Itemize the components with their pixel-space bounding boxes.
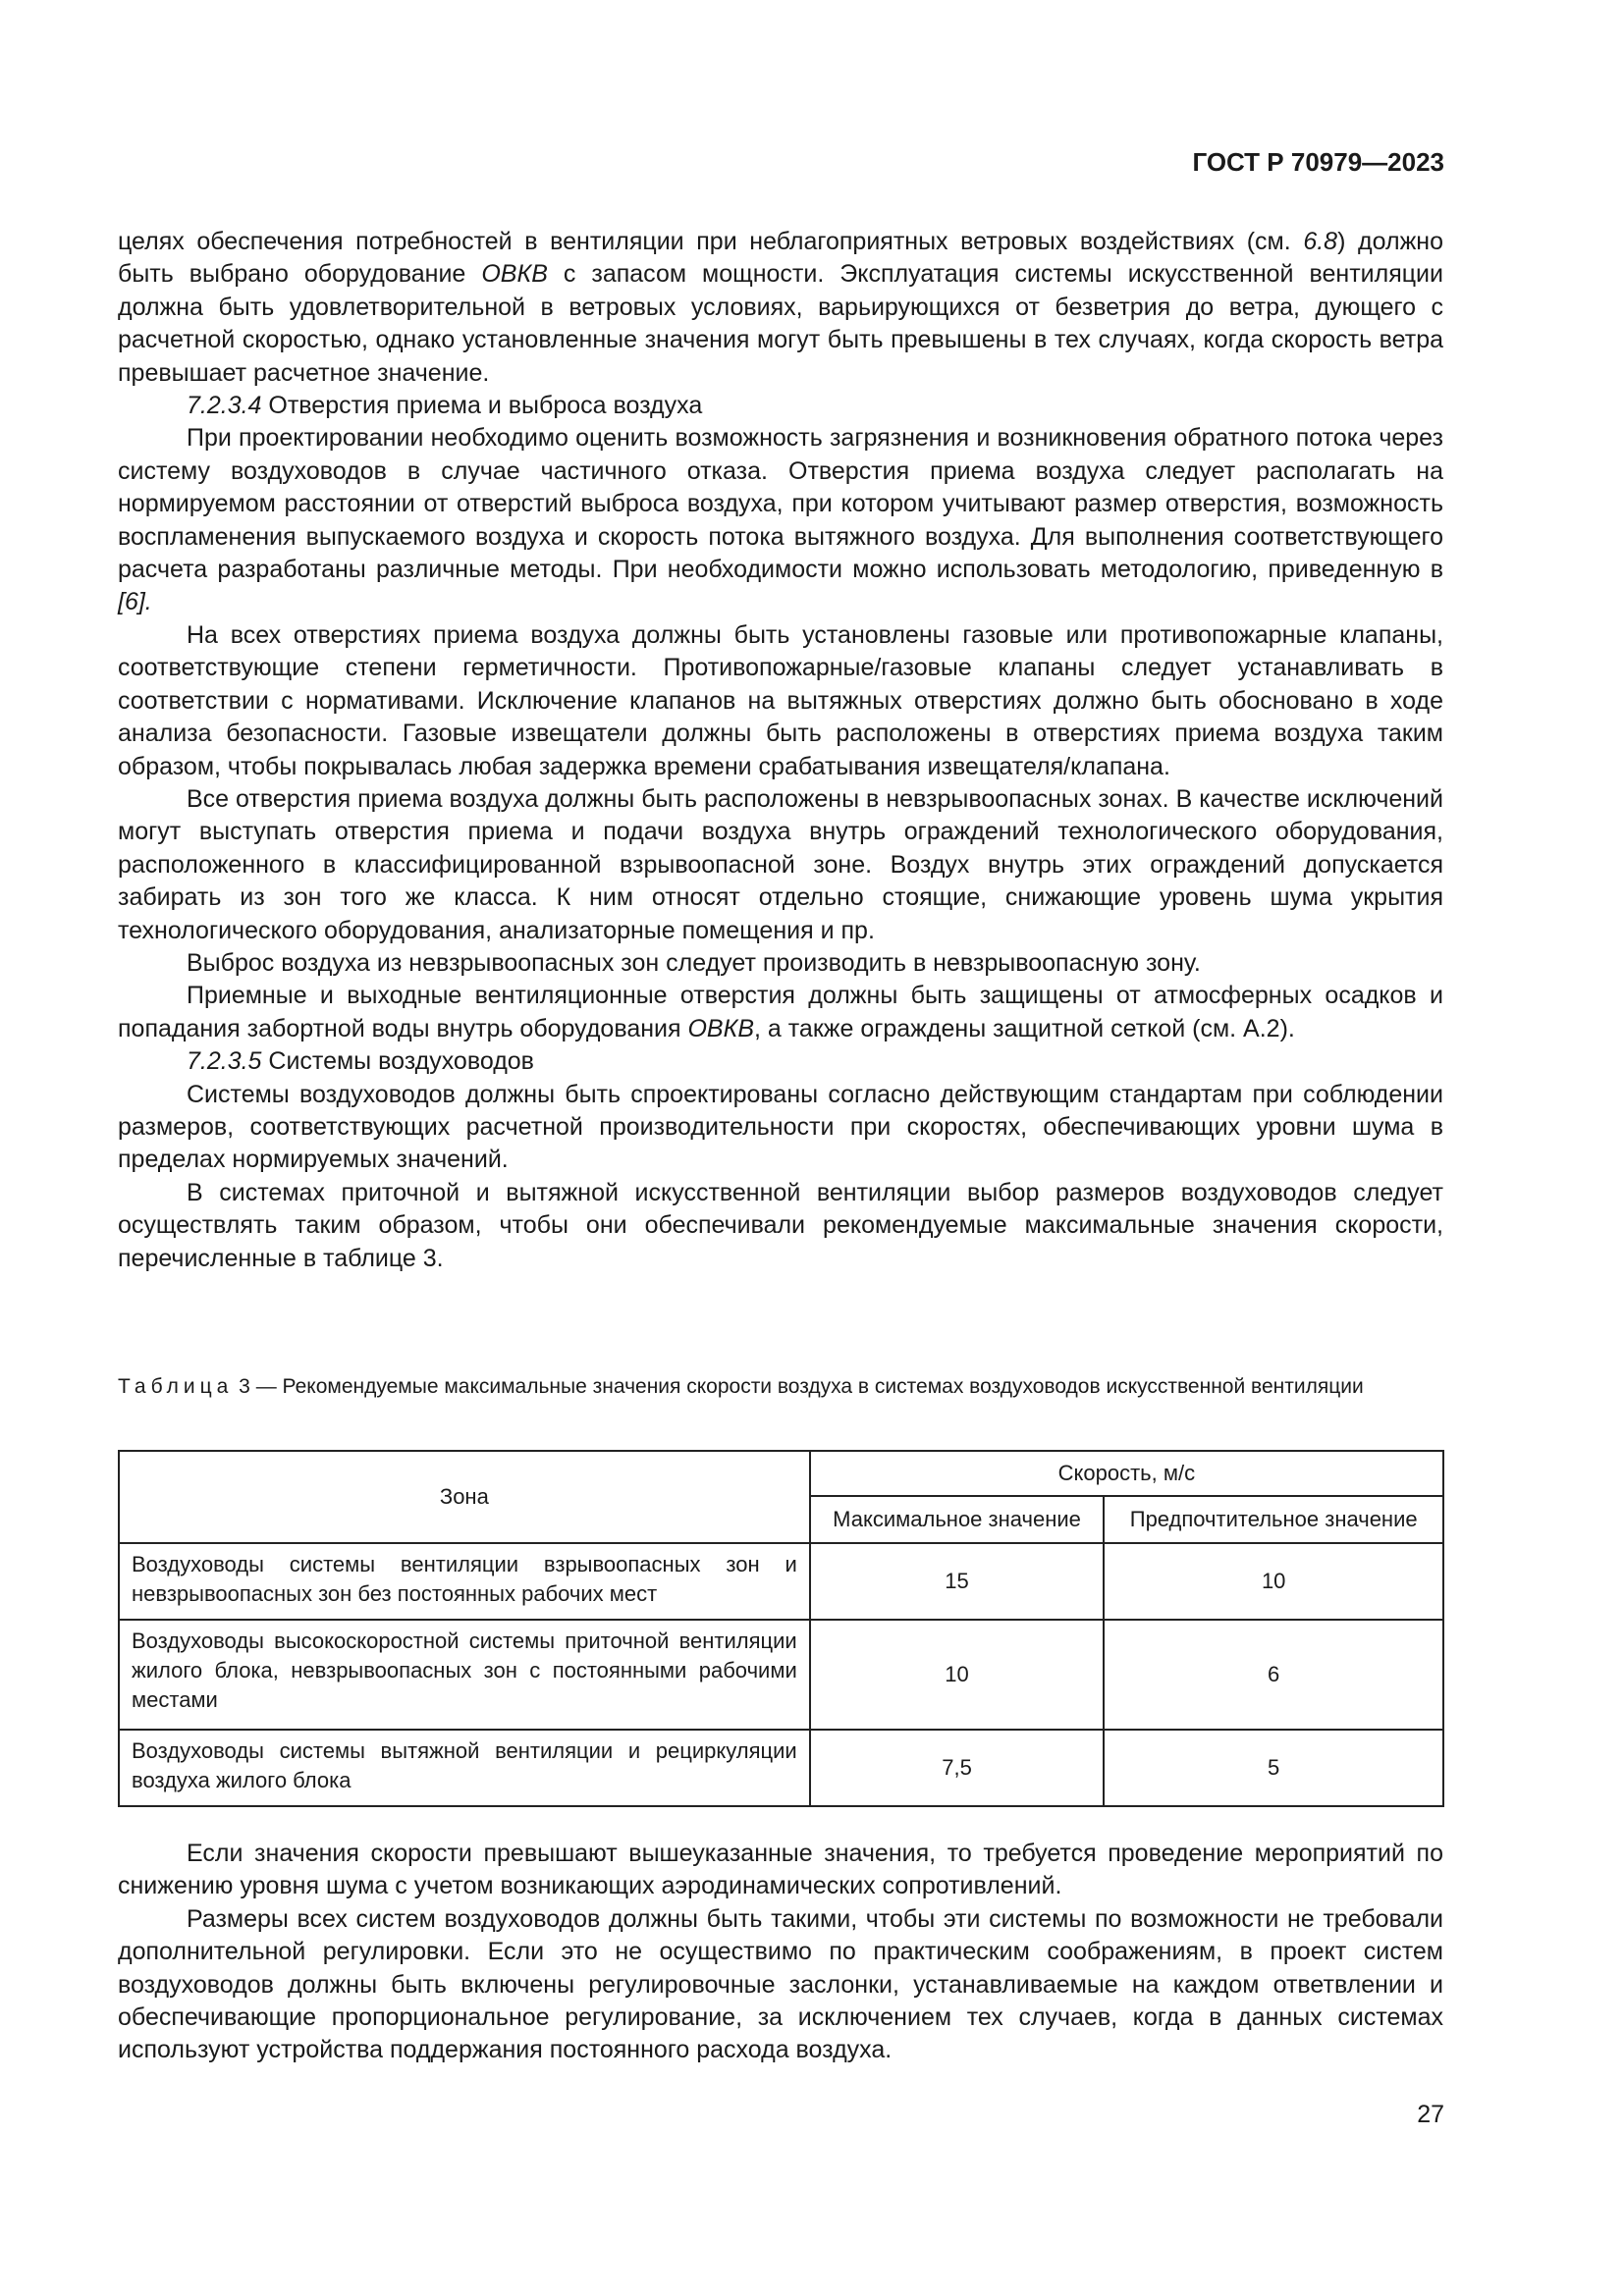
text: Приемные и выходные вентиляционные отверстия должны быть защищены от атмосферных осадков и попадания забортной воды внутрь оборудования [118,982,1443,1042]
column-header-speed: Скорость, м/с [810,1451,1443,1496]
zone-cell: Воздуховоды высокоскоростной системы приточной вентиляции жилого блока, невзрывоопасных зон с постоянными рабочими местами [119,1620,810,1730]
paragraph-noise: Если значения скорости превышают вышеуказанные значения, то требуется проведение мероприятий по снижению уровня шума с учетом возникающих аэродинамических сопротивлений. [118,1840,1443,1900]
paragraph-protection [118,980,1443,1045]
column-header-zone: Зона [119,1451,810,1543]
paragraph-intake-zones: Все отверстия приема воздуха должны быть расположены в невзрывоопасных зонах. В качестве исключений могут выступать отверстия приема и подачи воздуха внутрь ограждений технологического оборудования, расположенного в классифицированной взрывоопасной зоне. Воздух внутрь этих ограждений допускается забирать из зон того же класса. К ним относят отдельно стоящие, снижающие уровень шума укрытия технологического оборудования, анализаторные помещения и пр. [118,784,1443,944]
caption-label: Таблица [118,1375,234,1398]
section-number: 7.2.3.4 [187,392,262,420]
preferred-speed-cell: 5 [1104,1730,1443,1806]
abbr-ovkv: ОВКВ [687,1014,755,1042]
table-caption [118,1372,1443,1402]
section-title: Системы воздуховодов [261,1047,534,1076]
clause-ref: 6.8 [1303,228,1338,255]
section-title: Отверстия приема и выброса воздуха [261,392,703,420]
max-speed-cell: 7,5 [810,1730,1105,1806]
body-text [118,226,1443,1275]
text: ) должно быть выбрано оборудование [118,228,1444,289]
abbr-ovkv: ОВКВ [481,260,548,289]
paragraph-exhaust: Выброс воздуха из невзрывоопасных зон следует производить в невзрывоопасную зону. [187,948,1201,977]
preferred-speed-cell: 6 [1104,1620,1443,1730]
text: При проектировании необходимо оценить возможность загрязнения и возникновения обратного потока через систему воздуховодов в случае частичного отказа. Отверстия приема воздуха следует располагать на нормируемом расстоянии от отверстий выброса воздуха, при котором учитывают размер отверстия, возможность воспламенения выпускаемого воздуха и скорость потока вытяжного воздуха. Для выполнения соответствующего расчета разработаны различные методы. При необходимости можно использовать методологию, приведенную в [118,424,1443,584]
paragraph-balancing: Размеры всех систем воздуховодов должны быть такими, чтобы эти системы по возможности не требовали дополнительной регулировки. Если это не осуществимо по практическим соображениям, в проект систем воздуховодов должны быть включены регулировочные заслонки, устанавливаемые на каждом ответвлении и обеспечивающие пропорциональное регулирование, за исключением тех случаев, когда в данных системах используют устройства поддержания постоянного расхода воздуха. [118,1904,1443,2064]
section-heading-7-2-3-4 [118,390,1443,422]
paragraph-contamination [118,422,1443,618]
speed-table [118,1450,1444,1807]
text: , а также ограждены защитной сеткой (см. А.2). [754,1014,1295,1042]
table-row [119,1620,1443,1730]
caption-text: 3 — Рекомендуемые максимальные значения скорости воздуха в системах воздуховодов искусственной вентиляции [233,1375,1364,1398]
document-id: ГОСТ Р 70979—2023 [1192,147,1444,177]
text: целях обеспечения потребностей в вентиляции при неблагоприятных ветровых воздействиях (см. [118,228,1304,255]
zone-cell: Воздуховоды системы вытяжной вентиляции и рециркуляции воздуха жилого блока [119,1730,810,1806]
paragraph-valves: На всех отверстиях приема воздуха должны быть установлены газовые или противопожарные клапаны, соответствующие степени герметичности. Противопожарные/газовые клапаны следует устанавливать в соответствии с нормативами. Исключение клапанов на вытяжных отверстиях должно быть обосновано в ходе анализа безопасности. Газовые извещатели должны быть расположены в отверстиях приема воздуха таким образом, чтобы покрывалась любая задержка времени срабатывания извещателя/клапана. [118,620,1443,780]
column-header-preferred: Предпочтительное значение [1104,1496,1443,1543]
table-row [119,1730,1443,1806]
text: с запасом мощности. Эксплуатация системы искусственной вентиляции должна быть удовлетворительной в ветровых условиях, варьирующихся от безветрия до ветра, дующего с расчетной скоростью, однако установленные значения могут быть превышены в тех случаях, когда скорость ветра превышает расчетное значение. [118,260,1443,387]
paragraph-duct-sizing: В системах приточной и вытяжной искусственной вентиляции выбор размеров воздуховодов следует осуществлять таким образом, чтобы они обеспечивали рекомендуемые максимальные значения скорости, перечисленные в таблице 3. [118,1178,1443,1272]
max-speed-cell: 10 [810,1620,1105,1730]
column-header-max: Максимальное значение [810,1496,1105,1543]
section-heading-7-2-3-5 [118,1045,1443,1078]
paragraph-wind [118,226,1443,390]
preferred-speed-cell: 10 [1104,1543,1443,1620]
table-row [119,1543,1443,1620]
section-number: 7.2.3.5 [187,1047,262,1076]
page-number: 27 [1417,2101,1444,2128]
bib-ref: [6]. [118,588,152,616]
body-text-after-table [118,1838,1443,2067]
paragraph-duct-design: Системы воздуховодов должны быть спроектированы согласно действующим стандартам при соблюдении размеров, соответствующих расчетной производительности при скоростях, обеспечивающих уровни шума в пределах нормируемых значений. [118,1080,1443,1174]
zone-cell: Воздуховоды системы вентиляции взрывоопасных зон и невзрывоопасных зон без постоянных рабочих мест [119,1543,810,1620]
max-speed-cell: 15 [810,1543,1105,1620]
